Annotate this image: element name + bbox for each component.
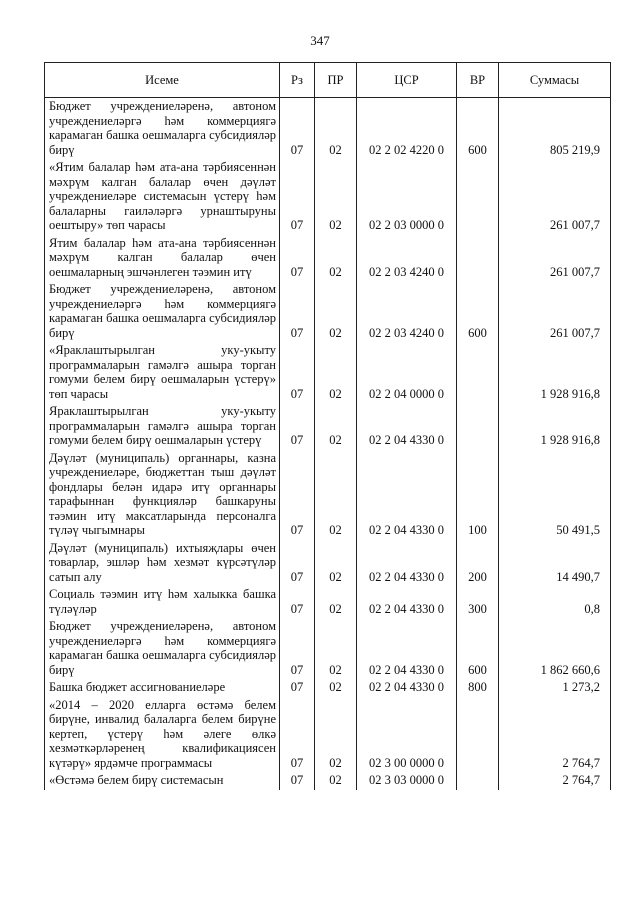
row-sum: 0,8 <box>499 586 611 618</box>
row-rz: 07 <box>280 281 315 342</box>
row-csr: 02 2 04 4330 0 <box>357 450 457 540</box>
column-header-vr: ВР <box>457 63 499 98</box>
row-sum: 2 764,7 <box>499 772 611 790</box>
page-number: 347 <box>310 33 330 48</box>
row-csr: 02 2 03 4240 0 <box>357 235 457 282</box>
row-pr: 02 <box>315 98 357 160</box>
row-pr: 02 <box>315 159 357 235</box>
row-name: Бюджет учреждениеләренә, автоном учреждениеләргә һәм коммерциягә карамаган башка оешмаларга субсидияләр бирү <box>45 98 280 160</box>
row-pr: 02 <box>315 281 357 342</box>
row-rz: 07 <box>280 586 315 618</box>
row-rz: 07 <box>280 450 315 540</box>
row-rz: 07 <box>280 98 315 160</box>
row-sum: 1 273,2 <box>499 679 611 697</box>
row-vr <box>457 403 499 450</box>
row-vr <box>457 235 499 282</box>
row-rz: 07 <box>280 403 315 450</box>
row-name: «Өстәмә белем бирү системасын <box>45 772 280 790</box>
row-rz: 07 <box>280 772 315 790</box>
table-row <box>45 540 611 587</box>
row-sum: 261 007,7 <box>499 281 611 342</box>
row-sum: 261 007,7 <box>499 159 611 235</box>
row-csr: 02 3 03 0000 0 <box>357 772 457 790</box>
row-csr: 02 2 04 4330 0 <box>357 403 457 450</box>
row-csr: 02 2 02 4220 0 <box>357 98 457 160</box>
row-pr: 02 <box>315 540 357 587</box>
row-pr: 02 <box>315 697 357 773</box>
row-pr: 02 <box>315 342 357 403</box>
row-rz: 07 <box>280 342 315 403</box>
column-header-name: Исеме <box>45 63 280 98</box>
table-row <box>45 235 611 282</box>
row-name: Социаль тәэмин итү һәм халыкка башка түләүләр <box>45 586 280 618</box>
row-rz: 07 <box>280 235 315 282</box>
row-pr: 02 <box>315 586 357 618</box>
row-sum: 1 862 660,6 <box>499 618 611 679</box>
row-vr: 600 <box>457 618 499 679</box>
row-vr: 800 <box>457 679 499 697</box>
row-pr: 02 <box>315 403 357 450</box>
row-vr: 600 <box>457 281 499 342</box>
row-csr: 02 2 04 0000 0 <box>357 342 457 403</box>
table-row <box>45 450 611 540</box>
table-row <box>45 679 611 697</box>
row-csr: 02 2 04 4330 0 <box>357 586 457 618</box>
row-csr: 02 2 04 4330 0 <box>357 679 457 697</box>
table-row <box>45 697 611 773</box>
row-sum: 50 491,5 <box>499 450 611 540</box>
row-pr: 02 <box>315 235 357 282</box>
row-pr: 02 <box>315 450 357 540</box>
row-pr: 02 <box>315 618 357 679</box>
table-row <box>45 342 611 403</box>
row-csr: 02 2 04 4330 0 <box>357 540 457 587</box>
table-row <box>45 403 611 450</box>
table-header-row <box>45 63 611 98</box>
row-name: «2014 – 2020 елларга өстәмә белем бирүне, инвалид балаларга белем бирүне кертеп, үстерү һәм әлеге өлкә хезмәткәрләренең квалификациясен күтәрү» ярдәмче программасы <box>45 697 280 773</box>
row-name: «Ятим балалар һәм ата-ана тәрбиясеннән мәхрүм калган балалар өчен дәүләт учреждениеләре системасын үстерү һәм балаларны гаиләләргә урнаштыруны оештыру» төп чарасы <box>45 159 280 235</box>
row-vr: 600 <box>457 98 499 160</box>
row-sum: 1 928 916,8 <box>499 342 611 403</box>
row-csr: 02 2 03 4240 0 <box>357 281 457 342</box>
row-vr <box>457 342 499 403</box>
row-vr <box>457 697 499 773</box>
row-vr: 300 <box>457 586 499 618</box>
budget-table <box>44 62 611 790</box>
row-name: Дәүләт (муниципаль) органнары, казна учреждениеләре, бюджеттан тыш дәүләт фондлары белән идарә итү органнары тарафыннан функцияләр башкаруны тәэмин итү максатларында персоналга түләү чыгымнары <box>45 450 280 540</box>
row-name: Башка бюджет ассигнованиеләре <box>45 679 280 697</box>
row-rz: 07 <box>280 679 315 697</box>
table-row <box>45 772 611 790</box>
row-name: Бюджет учреждениеләренә, автоном учреждениеләргә һәм коммерциягә карамаган башка оешмаларга субсидияләр бирү <box>45 618 280 679</box>
row-csr: 02 2 03 0000 0 <box>357 159 457 235</box>
row-sum: 2 764,7 <box>499 697 611 773</box>
table-row <box>45 98 611 160</box>
row-name: Бюджет учреждениеләренә, автоном учреждениеләргә һәм коммерциягә карамаган башка оешмаларга субсидияләр бирү <box>45 281 280 342</box>
column-header-rz: Рз <box>280 63 315 98</box>
row-rz: 07 <box>280 618 315 679</box>
row-name: Ятим балалар һәм ата-ана тәрбиясеннән мәхрүм калган балалар өчен оешмаларның эшчәнлеген тәэмин итү <box>45 235 280 282</box>
table-row <box>45 586 611 618</box>
table-row <box>45 618 611 679</box>
row-pr: 02 <box>315 679 357 697</box>
column-header-pr: ПР <box>315 63 357 98</box>
row-rz: 07 <box>280 540 315 587</box>
row-csr: 02 3 00 0000 0 <box>357 697 457 773</box>
row-vr <box>457 772 499 790</box>
row-rz: 07 <box>280 697 315 773</box>
table-body <box>45 98 611 790</box>
row-pr: 02 <box>315 772 357 790</box>
row-sum: 1 928 916,8 <box>499 403 611 450</box>
column-header-sum: Суммасы <box>499 63 611 98</box>
row-rz: 07 <box>280 159 315 235</box>
row-name: Дәүләт (муниципаль) ихтыяҗлары өчен товарлар, эшләр һәм хезмәт күрсәтүләр сатып алу <box>45 540 280 587</box>
row-vr: 100 <box>457 450 499 540</box>
row-sum: 14 490,7 <box>499 540 611 587</box>
table-row <box>45 159 611 235</box>
row-vr: 200 <box>457 540 499 587</box>
column-header-csr: ЦСР <box>357 63 457 98</box>
row-name: «Яраклаштырылган уку-укыту программаларын гамәлгә ашыра торган гомуми белем бирү оешмаларын үстерү» төп чарасы <box>45 342 280 403</box>
row-sum: 805 219,9 <box>499 98 611 160</box>
row-csr: 02 2 04 4330 0 <box>357 618 457 679</box>
row-vr <box>457 159 499 235</box>
table-row <box>45 281 611 342</box>
row-name: Яраклаштырылган уку-укыту программаларын гамәлгә ашыра торган гомуми белем бирү оешмаларын үстерү <box>45 403 280 450</box>
row-sum: 261 007,7 <box>499 235 611 282</box>
